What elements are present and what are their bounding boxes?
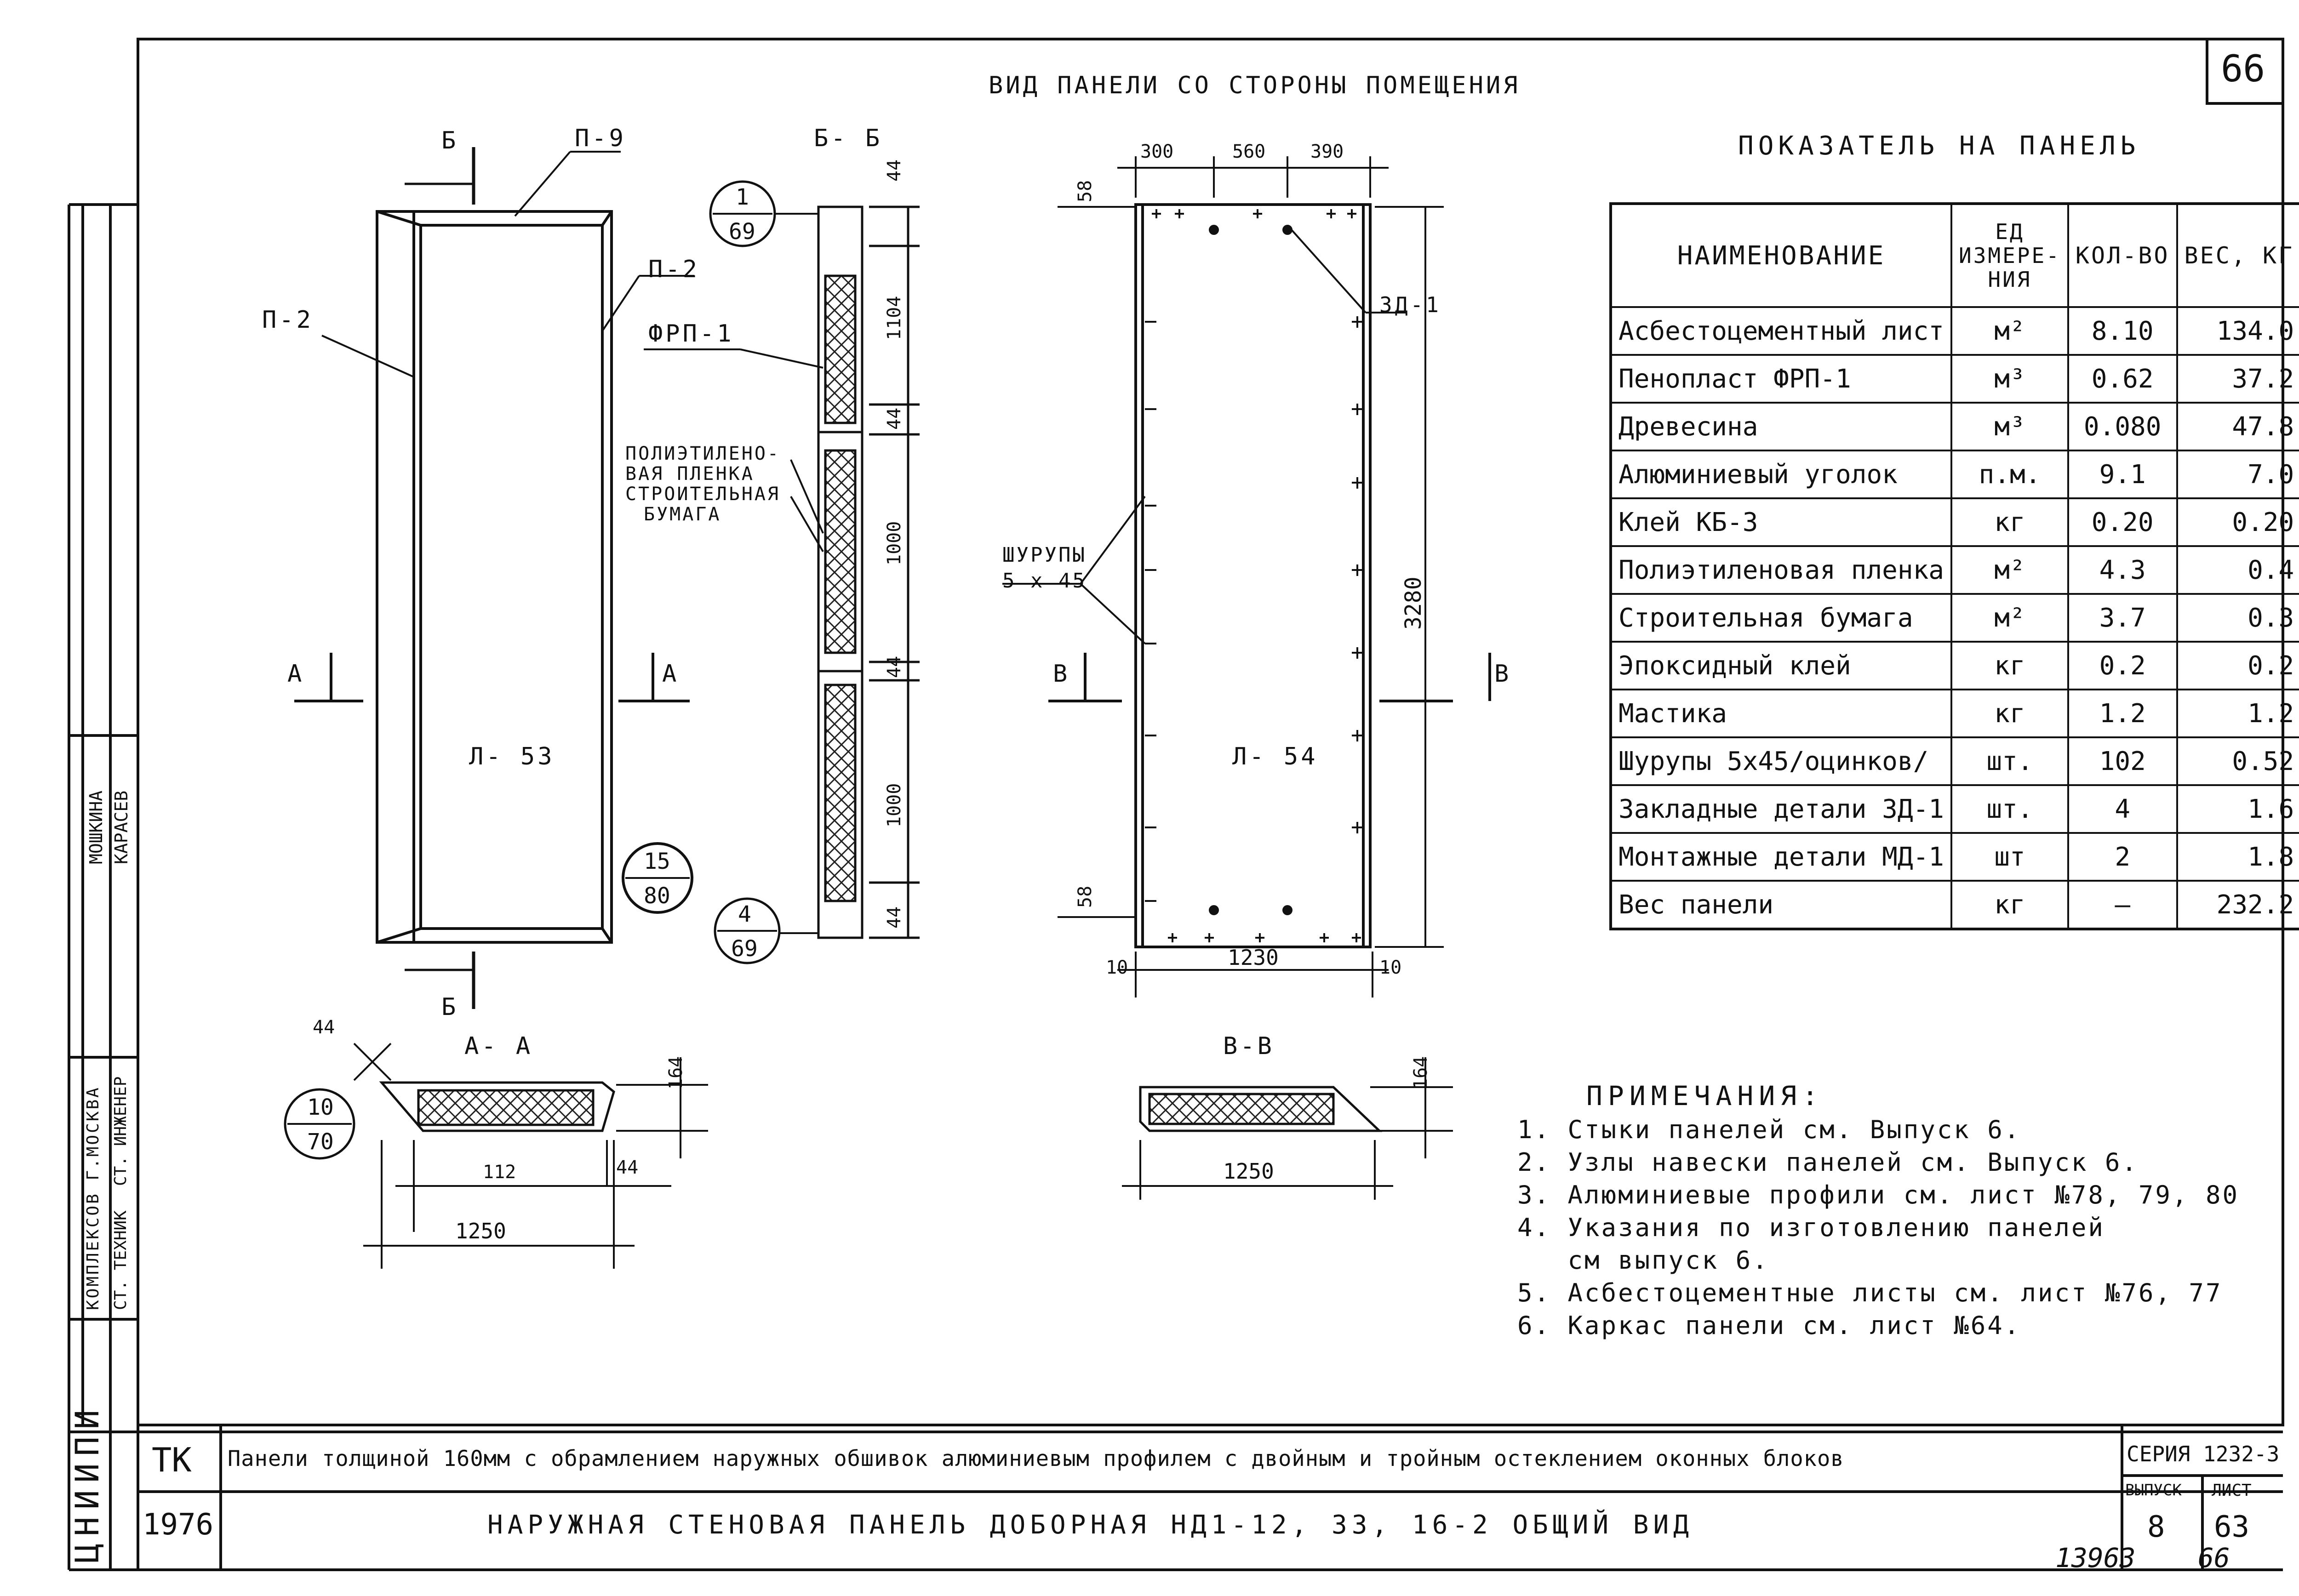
screws-label-line: ШУРУПЫ [1002,543,1087,567]
top-dim: 560 [1232,141,1266,162]
bottom-dim: 1230 [1228,945,1279,970]
section-b-top-label: Б [441,127,459,154]
table-row [1611,785,2299,833]
cell-weight: 0.20 [2177,498,2299,546]
cell-unit: шт. [1951,737,2068,785]
bb-dim: 44 [884,159,905,182]
footer-code: 13963 [2055,1542,2136,1573]
cell-unit: м³ [1951,355,2068,403]
sheet-label: ЛИСТ [2212,1481,2252,1500]
callout-10-top: 10 [307,1094,334,1120]
cell-weight: 0.2 [2177,642,2299,690]
header-name: НАИМЕНОВАНИЕ [1611,204,1951,307]
title-line-2: НАРУЖНАЯ СТЕНОВАЯ ПАНЕЛЬ ДОБОРНАЯ НД1-12, 33, 16-2 ОБЩИЙ ВИД [487,1510,1693,1540]
series-label: СЕРИЯ 1232-3 [2127,1442,2280,1466]
sheet-number: 63 [2214,1510,2250,1544]
cell-qty: 0.080 [2068,403,2177,450]
section-b-bottom-label: Б [441,993,459,1021]
note-item: 6. Каркас панели см. лист №64. [1517,1311,2021,1340]
aa-dim-1250: 1250 [455,1219,506,1243]
cell-weight: 232.2 [2177,881,2299,929]
header-qty: КОЛ-ВО [2068,204,2177,307]
vv-dim-1250: 1250 [1223,1159,1274,1184]
screws-label-line: 5 х 45 [1002,569,1087,593]
bb-dim: 1000 [884,521,905,565]
top-dim: 300 [1140,141,1174,162]
table-row [1611,642,2299,690]
cell-unit: кг [1951,690,2068,737]
note-item: см выпуск 6. [1517,1246,1769,1275]
p2-right-label: П-2 [648,256,700,283]
cell-qty: 1.2 [2068,690,2177,737]
cell-unit: м² [1951,307,2068,355]
cell-unit: м² [1951,546,2068,594]
cell-name: Мастика [1611,690,1951,737]
callout-4-top: 4 [738,901,751,927]
dim-112: 112 [483,1162,516,1183]
film-label-line: ПОЛИЭТИЛЕНО- [625,443,780,464]
bb-dim: 44 [884,906,905,929]
cell-weight: 1.6 [2177,785,2299,833]
frp-label: ФРП-1 [648,320,734,348]
cell-unit: шт [1951,833,2068,881]
table-row [1611,594,2299,642]
cell-qty: 2 [2068,833,2177,881]
table-row [1611,355,2299,403]
cell-qty: 0.2 [2068,642,2177,690]
cell-name: Монтажные детали МД-1 [1611,833,1951,881]
top-dim: 390 [1310,141,1344,162]
cell-qty: 102 [2068,737,2177,785]
bb-dim: 44 [884,656,905,678]
note-item: 4. Указания по изготовлению панелей [1517,1213,2105,1242]
cell-name: Алюминиевый уголок [1611,450,1951,498]
title-line-1: Панели толщиной 160мм с обрамлением наружных обшивок алюминиевым профилем с двойным и тройным остеклением оконных блоков [228,1446,1844,1471]
table-title: ПОКАЗАТЕЛЬ НА ПАНЕЛЬ [1738,131,2140,161]
film-label-line: БУМАГА [644,504,721,525]
table-row [1611,498,2299,546]
cell-name: Пенопласт ФРП-1 [1611,355,1951,403]
section-v-left-label: В [1053,660,1070,688]
cell-weight: 134.0 [2177,307,2299,355]
bottom-dim: 10 [1106,957,1128,978]
cell-weight: 7.0 [2177,450,2299,498]
callout-15-bottom: 80 [644,883,670,909]
note-item: 1. Стыки панелей см. Выпуск 6. [1517,1115,2021,1144]
notes [1517,1080,2239,1344]
footer-page: 66 [2198,1542,2230,1573]
section-v-right-label: В [1494,660,1512,688]
section-aa-title: А- А [464,1032,533,1060]
film-label [625,444,780,524]
table-row [1611,403,2299,450]
main-title: ВИД ПАНЕЛИ СО СТОРОНЫ ПОМЕЩЕНИЯ [989,72,1521,99]
callout-4-bottom: 69 [731,936,758,962]
cell-weight: 0.3 [2177,594,2299,642]
dim-58-bottom: 58 [1075,885,1096,908]
cell-weight: 37.2 [2177,355,2299,403]
table-row [1611,737,2299,785]
materials-table [1609,202,2299,930]
cell-qty: 4.3 [2068,546,2177,594]
aa-dim-164: 164 [665,1056,686,1089]
dim-44-top: 44 [313,1017,335,1038]
cell-weight: 0.52 [2177,737,2299,785]
bottom-dim: 10 [1379,957,1402,978]
cell-name: Полиэтиленовая пленка [1611,546,1951,594]
film-label-line: СТРОИТЕЛЬНАЯ [625,484,780,505]
table-header-row [1611,204,2299,307]
issue-number: 8 [2147,1510,2165,1544]
section-a-left-label: А [287,660,305,688]
cell-qty: 9.1 [2068,450,2177,498]
note-item: 2. Узлы навески панелей см. Выпуск 6. [1517,1148,2139,1177]
cell-weight: 1.2 [2177,690,2299,737]
cell-weight: 1.8 [2177,833,2299,881]
cell-unit: кг [1951,881,2068,929]
header-weight: ВЕС, КГ [2177,204,2299,307]
cell-qty: 0.62 [2068,355,2177,403]
cell-qty: — [2068,881,2177,929]
page-number: 66 [2221,47,2265,90]
table-row [1611,307,2299,355]
zd-label: ЗД-1 [1379,292,1441,317]
cell-name: Вес панели [1611,881,1951,929]
callout-10-bottom: 70 [307,1129,334,1155]
tk-label: ТК [152,1441,192,1479]
section-a-right-label: А [662,660,680,688]
section-vv-title: В-В [1223,1032,1275,1060]
role-1: СТ. ИНЖЕНЕР [111,1076,130,1186]
header-unit: ЕД ИЗМЕРЕ- НИЯ [1951,204,2068,307]
table-row [1611,450,2299,498]
section-bb-title: Б- Б [814,125,883,152]
panel-mark-l54: Л- 54 [1232,743,1318,770]
cell-unit: м³ [1951,403,2068,450]
cell-unit: м² [1951,594,2068,642]
bb-dim: 1000 [884,783,905,827]
name-1: МОШКИНА [86,790,106,864]
org-side: КОМПЛЕКСОВ Г.МОСКВА [84,1086,103,1310]
cell-qty: 3.7 [2068,594,2177,642]
issue-label: ВЫПУСК [2125,1481,2182,1499]
cell-unit: п.м. [1951,450,2068,498]
cell-weight: 0.4 [2177,546,2299,594]
cell-name: Эпоксидный клей [1611,642,1951,690]
table-row [1611,833,2299,881]
panel-mark-l53: Л- 53 [469,743,555,770]
cell-unit: шт. [1951,785,2068,833]
dim-58-top: 58 [1075,180,1096,202]
cell-name: Шурупы 5х45/оцинков/ [1611,737,1951,785]
note-item: 3. Алюминиевые профили см. лист №78, 79, 80 [1517,1180,2239,1209]
cell-qty: 8.10 [2068,307,2177,355]
film-label-line: ВАЯ ПЛЕНКА [625,463,755,484]
cell-qty: 4 [2068,785,2177,833]
notes-title: ПРИМЕЧАНИЯ: [1586,1080,1824,1112]
bb-dim: 1104 [884,296,905,340]
year: 1976 [143,1508,214,1542]
p2-left-label: П-2 [262,306,314,334]
table-row [1611,881,2299,929]
dim-44-right: 44 [616,1157,639,1178]
cell-unit: кг [1951,642,2068,690]
cell-weight: 47.8 [2177,403,2299,450]
callout-15-top: 15 [644,849,670,874]
callout-1-bottom: 69 [729,219,755,245]
height-dim: 3280 [1401,576,1426,630]
cell-name: Древесина [1611,403,1951,450]
org-name: ЦНИИПИ [69,1402,106,1563]
bb-dim: 44 [884,407,905,430]
cell-name: Строительная бумага [1611,594,1951,642]
screws-label [1002,542,1087,594]
table-row [1611,690,2299,737]
name-2: КАРАСЕВ [111,790,132,864]
p9-label: П-9 [575,125,626,152]
role-2: СТ. ТЕХНИК [111,1210,130,1310]
cell-name: Клей КБ-3 [1611,498,1951,546]
callout-1-top: 1 [736,184,749,210]
vv-dim-164: 164 [1410,1056,1431,1089]
cell-qty: 0.20 [2068,498,2177,546]
cell-name: Закладные детали ЗД-1 [1611,785,1951,833]
cell-name: Асбестоцементный лист [1611,307,1951,355]
cell-unit: кг [1951,498,2068,546]
table-row [1611,546,2299,594]
note-item: 5. Асбестоцементные листы см. лист №76, 77 [1517,1278,2223,1307]
